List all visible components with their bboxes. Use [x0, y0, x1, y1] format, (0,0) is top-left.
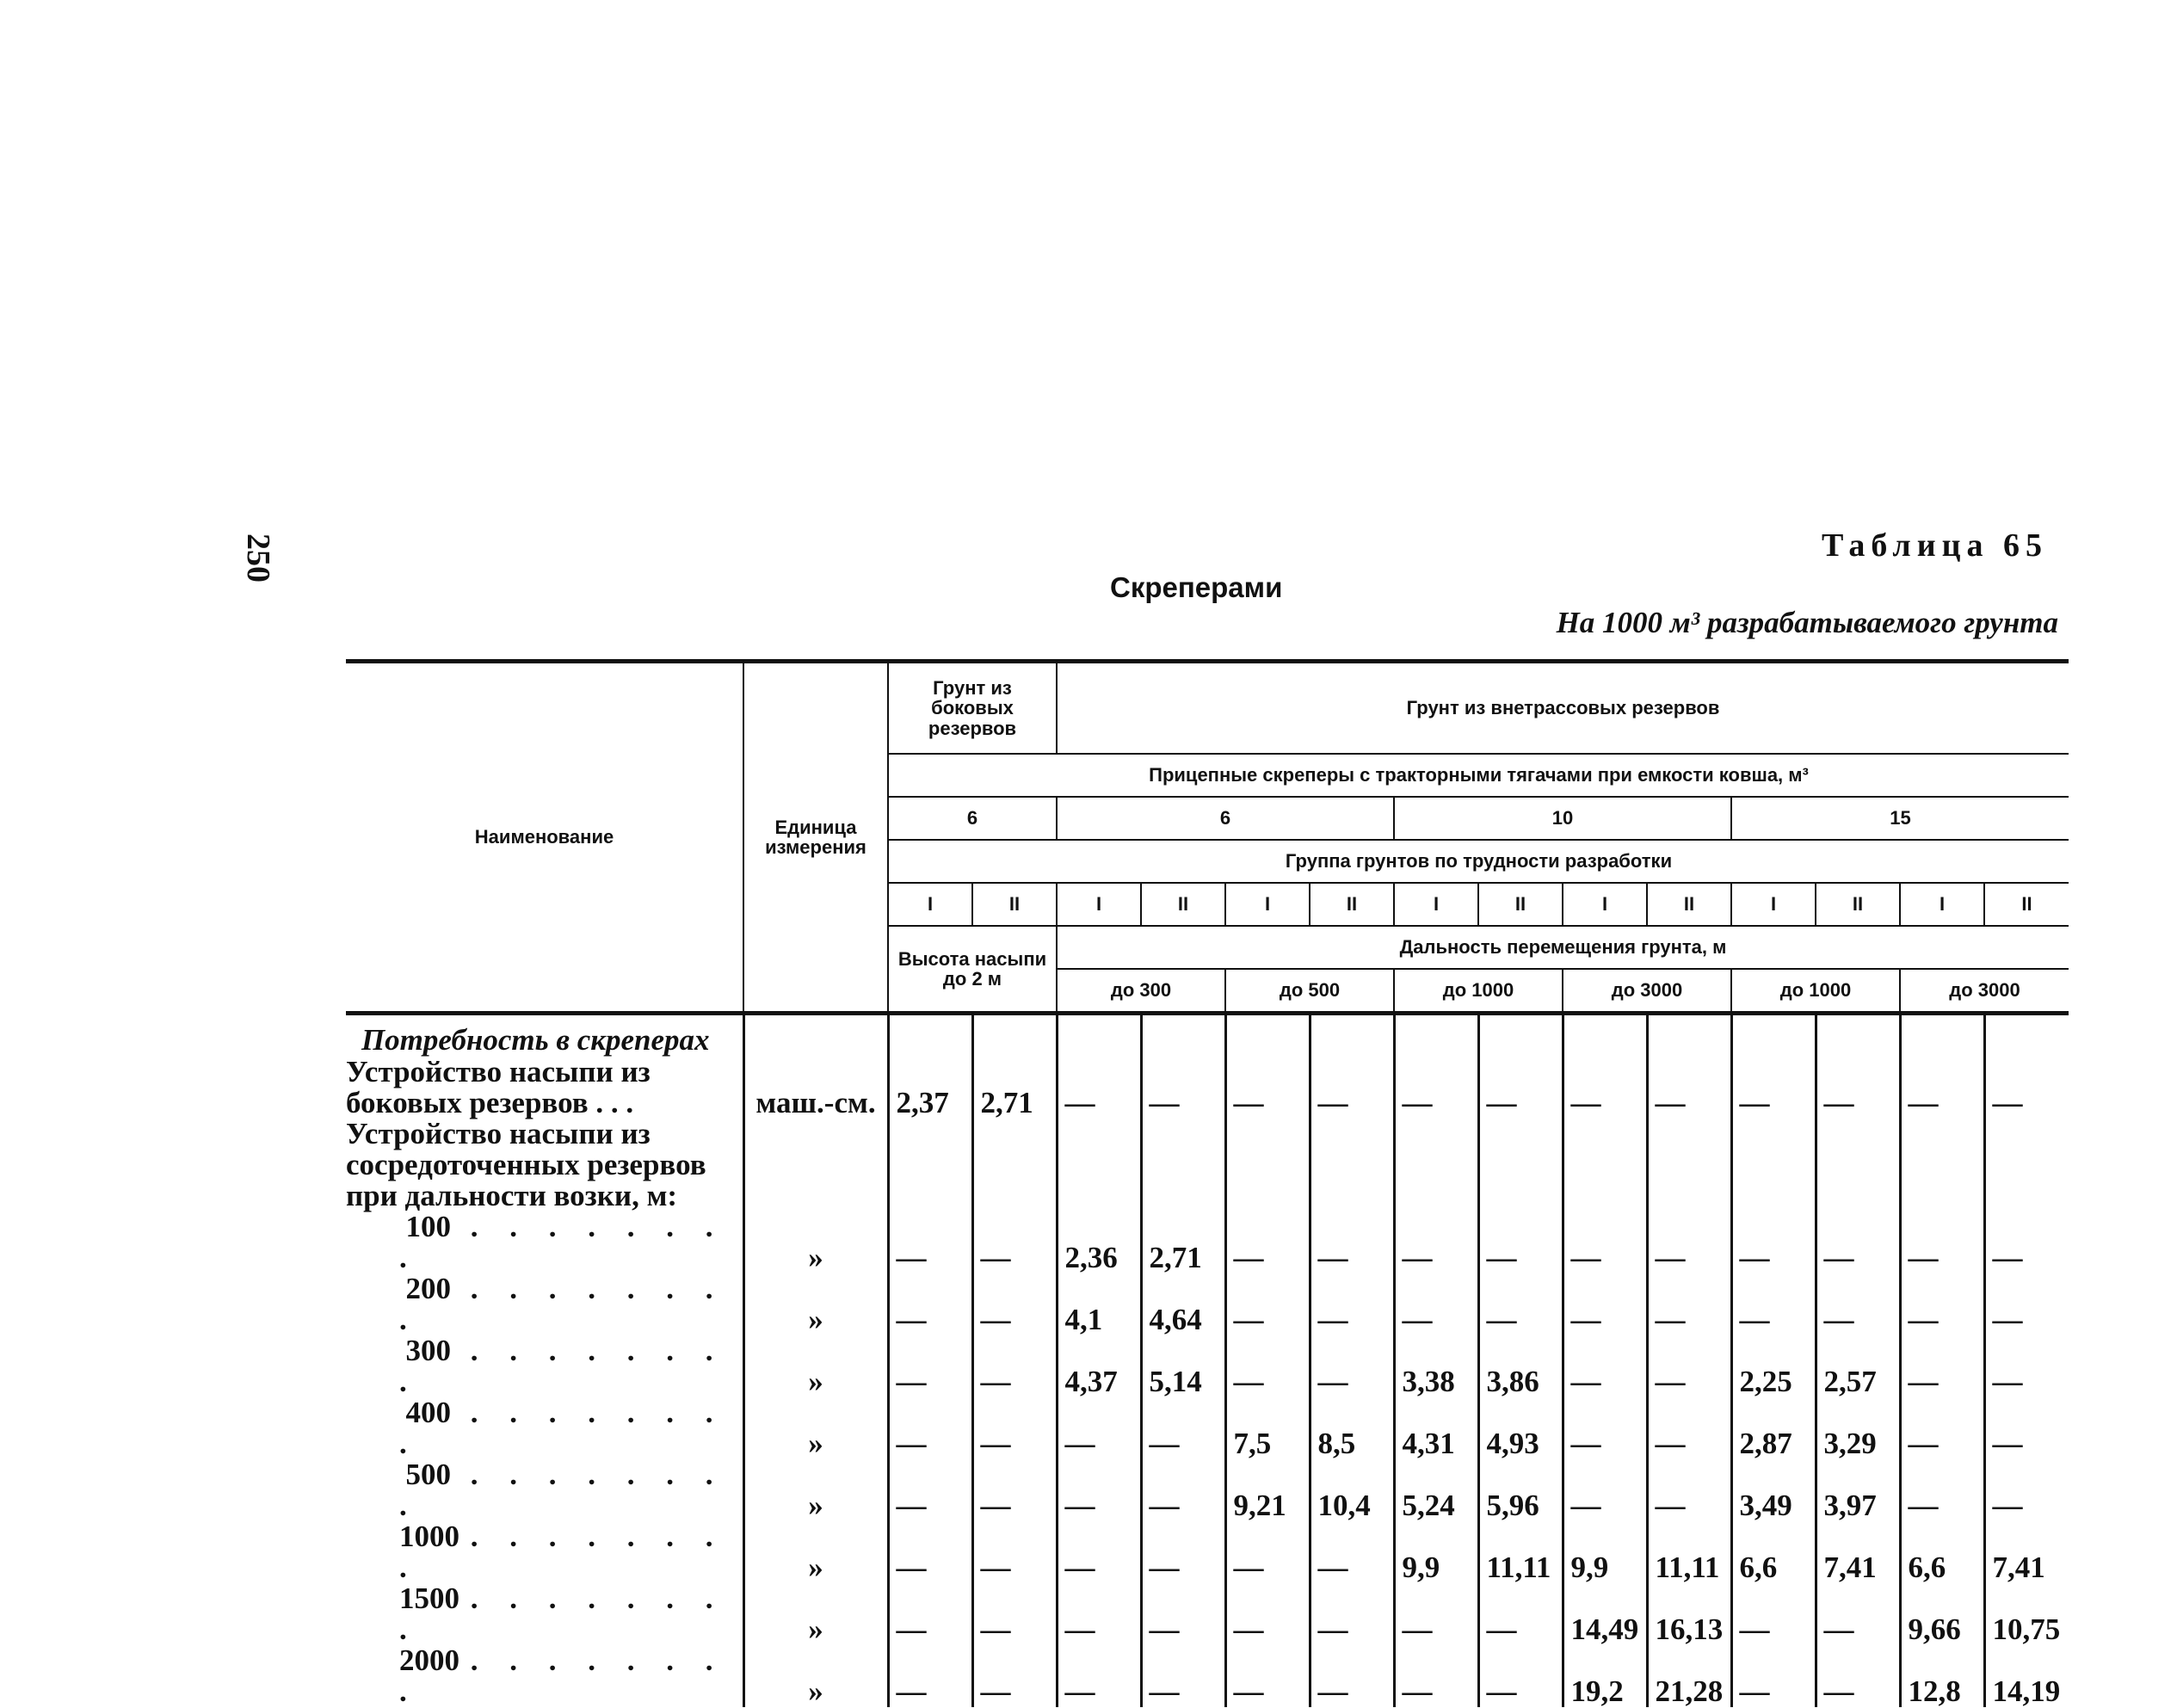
- value-cell: —: [1647, 1057, 1731, 1119]
- value-cell: —: [1310, 1583, 1394, 1645]
- distance-label: 100: [405, 1210, 451, 1243]
- value-cell: 9,9: [1563, 1521, 1647, 1583]
- value-cell: 2,37: [888, 1057, 972, 1119]
- row-name: Устройство насыпи из сосредоточенных резервов при дальности возки, м:: [346, 1117, 706, 1212]
- value-cell: —: [1394, 1645, 1478, 1707]
- table-row: [346, 1583, 2069, 1645]
- value-cell: —: [1984, 1397, 2069, 1459]
- value-cell: —: [1057, 1397, 1141, 1459]
- distance-label: 400: [405, 1396, 451, 1429]
- value-cell: —: [1731, 1273, 1816, 1335]
- value-cell: 4,31: [1394, 1397, 1478, 1459]
- value-cell: —: [1394, 1273, 1478, 1335]
- value-cell: —: [888, 1583, 972, 1645]
- value-cell: —: [1647, 1273, 1731, 1335]
- value-cell: —: [888, 1521, 972, 1583]
- value-cell: 9,9: [1394, 1521, 1478, 1583]
- value-cell: 3,29: [1816, 1397, 1900, 1459]
- value-cell: —: [1900, 1057, 1984, 1119]
- bucket-15-header: 15: [1731, 797, 2069, 840]
- value-cell: 3,86: [1478, 1335, 1563, 1397]
- value-cell: 2,71: [1141, 1212, 1225, 1273]
- side-reserves-header: Грунт из боковых резервов: [888, 662, 1057, 755]
- distance-header: до 1000: [1394, 969, 1563, 1014]
- value-cell: —: [1057, 1583, 1141, 1645]
- row-unit: »: [743, 1459, 888, 1521]
- value-cell: —: [1394, 1583, 1478, 1645]
- value-cell: —: [1563, 1273, 1647, 1335]
- value-cell: —: [1816, 1212, 1900, 1273]
- value-cell: —: [1647, 1212, 1731, 1273]
- table-row: [346, 1212, 2069, 1273]
- value-cell: —: [1731, 1057, 1816, 1119]
- value-cell: 9,21: [1225, 1459, 1310, 1521]
- name-column-header: Наименование: [346, 662, 743, 1014]
- value-cell: —: [1984, 1057, 2069, 1119]
- row-unit: »: [743, 1273, 888, 1335]
- row-name: [346, 1397, 743, 1459]
- value-cell: 12,8: [1900, 1645, 1984, 1707]
- value-cell: —: [1563, 1212, 1647, 1273]
- distance-label: 500: [405, 1458, 451, 1491]
- value-cell: 2,57: [1816, 1335, 1900, 1397]
- value-cell: 6,6: [1731, 1521, 1816, 1583]
- table-title: Скреперами: [1110, 571, 1283, 603]
- value-cell: 14,19: [1984, 1645, 2069, 1707]
- table-unit-note: На 1000 м³ разрабатываемого грунта: [1556, 606, 2058, 639]
- leader-dots: . . . . . . . .: [399, 1582, 725, 1646]
- value-cell: —: [1141, 1397, 1225, 1459]
- value-cell: —: [1563, 1335, 1647, 1397]
- value-cell: —: [1394, 1212, 1478, 1273]
- group-header: II: [1310, 883, 1394, 926]
- leader-dots: . . . . . . . .: [399, 1520, 725, 1584]
- row-name: [346, 1645, 743, 1707]
- leader-dots: . . . . . . . .: [399, 1272, 725, 1336]
- value-cell: —: [1225, 1521, 1310, 1583]
- value-cell: 14,49: [1563, 1583, 1647, 1645]
- value-cell: —: [972, 1212, 1057, 1273]
- distance-label: 2000: [399, 1643, 459, 1677]
- value-cell: 7,41: [1816, 1521, 1900, 1583]
- value-cell: 4,64: [1141, 1273, 1225, 1335]
- value-cell: —: [1225, 1335, 1310, 1397]
- value-cell: —: [888, 1273, 972, 1335]
- value-cell: —: [1141, 1057, 1225, 1119]
- value-cell: —: [972, 1335, 1057, 1397]
- haul-distance-header: Дальность перемещения грунта, м: [1057, 926, 2069, 969]
- off-route-reserves-header: Грунт из внетрассовых резервов: [1057, 662, 2069, 755]
- group-header: I: [1394, 883, 1478, 926]
- value-cell: —: [1816, 1583, 1900, 1645]
- soil-group-header: Группа грунтов по трудности разработки: [888, 840, 2069, 883]
- distance-header: до 3000: [1900, 969, 2069, 1014]
- distance-label: 200: [405, 1272, 451, 1305]
- value-cell: —: [1394, 1057, 1478, 1119]
- value-cell: —: [888, 1397, 972, 1459]
- leader-dots: . . . . . . . .: [399, 1396, 725, 1460]
- value-cell: —: [1225, 1645, 1310, 1707]
- value-cell: —: [888, 1212, 972, 1273]
- value-cell: —: [1141, 1459, 1225, 1521]
- value-cell: 10,4: [1310, 1459, 1394, 1521]
- value-cell: 2,25: [1731, 1335, 1816, 1397]
- distance-label: 1000: [399, 1520, 459, 1553]
- leader-dots: . . . . . . . .: [399, 1643, 725, 1708]
- value-cell: —: [1141, 1645, 1225, 1707]
- table-row: [346, 1645, 2069, 1707]
- unit-column-header: Единица измерения: [743, 662, 888, 1014]
- scrapers-header: Прицепные скреперы с тракторными тягачами при емкости ковша, м³: [888, 754, 2069, 797]
- value-cell: —: [972, 1583, 1057, 1645]
- bucket-6-side-header: 6: [888, 797, 1057, 840]
- row-unit: маш.-см.: [743, 1057, 888, 1119]
- value-cell: —: [1563, 1397, 1647, 1459]
- value-cell: —: [1900, 1397, 1984, 1459]
- value-cell: 3,97: [1816, 1459, 1900, 1521]
- value-cell: 3,49: [1731, 1459, 1816, 1521]
- table-body: [346, 1014, 2069, 1708]
- table-row: [346, 1273, 2069, 1335]
- value-cell: 2,71: [972, 1057, 1057, 1119]
- value-cell: —: [1057, 1057, 1141, 1119]
- value-cell: 3,38: [1394, 1335, 1478, 1397]
- value-cell: 5,24: [1394, 1459, 1478, 1521]
- value-cell: —: [1225, 1273, 1310, 1335]
- value-cell: 5,14: [1141, 1335, 1225, 1397]
- value-cell: —: [888, 1645, 972, 1707]
- distance-header: до 1000: [1731, 969, 1900, 1014]
- group-header: II: [1984, 883, 2069, 926]
- value-cell: —: [1984, 1459, 2069, 1521]
- row-name: [346, 1212, 743, 1273]
- group-header: II: [1478, 883, 1563, 926]
- group-header: I: [888, 883, 972, 926]
- value-cell: —: [1310, 1521, 1394, 1583]
- group-header: II: [1647, 883, 1731, 926]
- value-cell: 10,75: [1984, 1583, 2069, 1645]
- table-row: [346, 1459, 2069, 1521]
- table-number: Таблица 65: [1821, 527, 2048, 564]
- row-unit: »: [743, 1645, 888, 1707]
- value-cell: —: [1310, 1645, 1394, 1707]
- norm-table: [346, 659, 2069, 1707]
- value-cell: —: [1057, 1521, 1141, 1583]
- row-name: [346, 1273, 743, 1335]
- value-cell: 9,66: [1900, 1583, 1984, 1645]
- distance-header: до 500: [1225, 969, 1394, 1014]
- value-cell: —: [1900, 1335, 1984, 1397]
- table-row: [346, 1397, 2069, 1459]
- value-cell: —: [1816, 1645, 1900, 1707]
- row-name: [346, 1583, 743, 1645]
- row-unit: »: [743, 1335, 888, 1397]
- table-row: [346, 1521, 2069, 1583]
- row-name: Устройство насыпи из боковых резервов . . .: [346, 1055, 651, 1119]
- value-cell: —: [1731, 1583, 1816, 1645]
- value-cell: —: [1731, 1212, 1816, 1273]
- table-row: [346, 1057, 2069, 1119]
- value-cell: —: [1478, 1583, 1563, 1645]
- value-cell: —: [1310, 1212, 1394, 1273]
- value-cell: 11,11: [1647, 1521, 1731, 1583]
- value-cell: —: [1984, 1212, 2069, 1273]
- value-cell: —: [972, 1459, 1057, 1521]
- value-cell: 4,1: [1057, 1273, 1141, 1335]
- value-cell: —: [1057, 1459, 1141, 1521]
- value-cell: —: [1478, 1212, 1563, 1273]
- distance-header: до 300: [1057, 969, 1225, 1014]
- value-cell: —: [1225, 1212, 1310, 1273]
- value-cell: —: [1310, 1335, 1394, 1397]
- value-cell: —: [1900, 1212, 1984, 1273]
- group-header: I: [1563, 883, 1647, 926]
- value-cell: —: [1057, 1645, 1141, 1707]
- value-cell: —: [1647, 1459, 1731, 1521]
- distance-label: 300: [405, 1334, 451, 1367]
- group-header: I: [1225, 883, 1310, 926]
- table-row: [346, 1119, 2069, 1212]
- value-cell: —: [1478, 1057, 1563, 1119]
- empty-cell: [743, 1014, 888, 1057]
- value-cell: —: [1141, 1521, 1225, 1583]
- value-cell: —: [1647, 1397, 1731, 1459]
- distance-label: 1500: [399, 1582, 459, 1615]
- value-cell: —: [972, 1397, 1057, 1459]
- value-cell: 6,6: [1900, 1521, 1984, 1583]
- value-cell: —: [1141, 1583, 1225, 1645]
- value-cell: —: [1900, 1273, 1984, 1335]
- value-cell: 7,5: [1225, 1397, 1310, 1459]
- value-cell: —: [972, 1521, 1057, 1583]
- value-cell: 4,37: [1057, 1335, 1141, 1397]
- value-cell: —: [1984, 1273, 2069, 1335]
- value-cell: —: [972, 1273, 1057, 1335]
- leader-dots: . . . . . . . .: [399, 1334, 725, 1398]
- group-header: II: [1141, 883, 1225, 926]
- group-header: I: [1731, 883, 1816, 926]
- value-cell: —: [1225, 1583, 1310, 1645]
- value-cell: 16,13: [1647, 1583, 1731, 1645]
- value-cell: 5,96: [1478, 1459, 1563, 1521]
- value-cell: 19,2: [1563, 1645, 1647, 1707]
- bucket-6-header: 6: [1057, 797, 1394, 840]
- value-cell: 2,87: [1731, 1397, 1816, 1459]
- bucket-10-header: 10: [1394, 797, 1731, 840]
- value-cell: —: [1816, 1057, 1900, 1119]
- row-name: [346, 1521, 743, 1583]
- value-cell: 4,93: [1478, 1397, 1563, 1459]
- row-unit: »: [743, 1583, 888, 1645]
- leader-dots: . . . . . . . .: [399, 1458, 725, 1522]
- value-cell: —: [1478, 1273, 1563, 1335]
- row-name: [346, 1335, 743, 1397]
- section-row: [346, 1014, 2069, 1057]
- value-cell: —: [1816, 1273, 1900, 1335]
- leader-dots: . . . . . . . .: [399, 1210, 725, 1274]
- row-name: [346, 1459, 743, 1521]
- value-cell: —: [1984, 1335, 2069, 1397]
- value-cell: —: [1647, 1335, 1731, 1397]
- value-cell: 7,41: [1984, 1521, 2069, 1583]
- value-cell: —: [1563, 1057, 1647, 1119]
- value-cell: 21,28: [1647, 1645, 1731, 1707]
- value-cell: 2,36: [1057, 1212, 1141, 1273]
- group-header: I: [1057, 883, 1141, 926]
- table-header: [346, 662, 2069, 1014]
- row-unit: »: [743, 1521, 888, 1583]
- value-cell: —: [1310, 1273, 1394, 1335]
- value-cell: —: [1563, 1459, 1647, 1521]
- row-unit: »: [743, 1397, 888, 1459]
- group-header: II: [972, 883, 1057, 926]
- page-number: 250: [240, 533, 276, 583]
- value-cell: —: [1900, 1459, 1984, 1521]
- group-header: II: [1816, 883, 1900, 926]
- section-title: Потребность в скреперах: [361, 1023, 710, 1057]
- value-cell: —: [888, 1335, 972, 1397]
- embankment-height-header: Высота насыпи до 2 м: [888, 926, 1057, 1014]
- value-cell: —: [1731, 1645, 1816, 1707]
- value-cell: —: [1478, 1645, 1563, 1707]
- value-cell: 8,5: [1310, 1397, 1394, 1459]
- value-cell: —: [888, 1459, 972, 1521]
- value-cell: —: [1225, 1057, 1310, 1119]
- group-header: I: [1900, 883, 1984, 926]
- value-cell: —: [1310, 1057, 1394, 1119]
- row-unit: »: [743, 1212, 888, 1273]
- distance-header: до 3000: [1563, 969, 1731, 1014]
- value-cell: 11,11: [1478, 1521, 1563, 1583]
- value-cell: —: [972, 1645, 1057, 1707]
- table-row: [346, 1335, 2069, 1397]
